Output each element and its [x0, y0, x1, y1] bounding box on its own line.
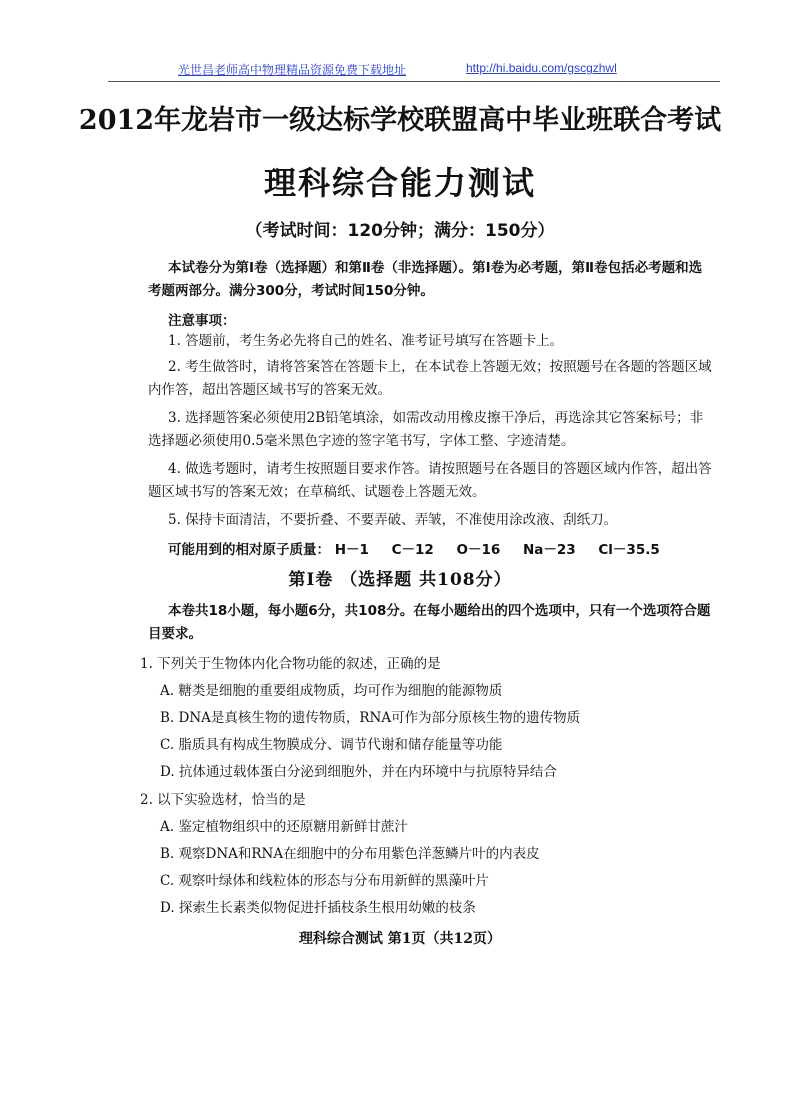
- question-option: A. 糖类是细胞的重要组成物质，均可作为细胞的能源物质: [160, 683, 503, 699]
- site-name-link[interactable]: 光世昌老师高中物理精品资源免费下载地址: [178, 63, 407, 77]
- note-item: 1. 答题前，考生务必先将自己的姓名、准考证号填写在答题卡上。: [168, 333, 564, 349]
- atomic-masses-label: 可能用到的相对原子质量：: [168, 542, 330, 558]
- atomic-mass-value: O－16: [456, 542, 501, 558]
- exam-subtitle: 理科综合能力测试: [263, 164, 536, 202]
- question-stem: 2. 以下实验选材，恰当的是: [140, 792, 306, 808]
- header-bar: [108, 61, 720, 82]
- question-option: D. 探索生长素类似物促进扦插枝条生根用幼嫩的枝条: [160, 900, 476, 916]
- exam-title: 2012年龙岩市一级达标学校联盟高中毕业班联合考试: [78, 105, 722, 136]
- question-option: A. 鉴定植物组织中的还原糖用新鲜甘蔗汁: [160, 819, 408, 835]
- note-item: 3. 选择题答案必须使用2B铅笔填涂，如需改动用橡皮擦干净后，再选涂其它答案标号；非选择题必须使用0.5毫米黑色字迹的签字笔书写，字体工整、字迹清楚。: [148, 410, 704, 449]
- question-option: C. 脂质具有构成生物膜成分、调节代谢和储存能量等功能: [160, 737, 503, 753]
- section-instruction: 本卷共18小题，每小题6分，共108分。在每小题给出的四个选项中，只有一个选项符合题目要求。: [148, 603, 711, 642]
- note-item: 2. 考生做答时，请将答案答在答题卡上，在本试卷上答题无效；按照题号在各题的答题区域内作答，超出答题区域书写的答案无效。: [148, 359, 712, 398]
- note-item: 5. 保持卡面清洁，不要折叠、不要弄破、弄皱，不准使用涂改液、刮纸刀。: [168, 512, 618, 528]
- exam-time: （考试时间：120分钟；满分：150分）: [245, 221, 555, 241]
- atomic-mass-value: Na－23: [522, 542, 576, 558]
- atomic-mass-value: C－12: [391, 542, 434, 558]
- notes-heading: 注意事项：: [168, 313, 236, 329]
- section-heading: 第Ⅰ卷 （选择题 共108分）: [288, 570, 512, 590]
- question-option: B. 观察DNA和RNA在细胞中的分布用紫色洋葱鳞片叶的内表皮: [160, 846, 540, 862]
- atomic-mass-value: Cl－35.5: [598, 542, 660, 558]
- question-option: B. DNA是真核生物的遗传物质，RNA可作为部分原核生物的遗传物质: [160, 710, 581, 726]
- note-item: 4. 做选考题时，请考生按照题目要求作答。请按照题号在各题目的答题区域内作答，超出答题区域书写的答案无效；在草稿纸、试题卷上答题无效。: [148, 461, 712, 500]
- atomic-masses: [168, 538, 660, 558]
- intro-paragraph: 本试卷分为第Ⅰ卷（选择题）和第Ⅱ卷（非选择题）。第Ⅰ卷为必考题，第Ⅱ卷包括必考题和选考题两部分。满分300分，考试时间150分钟。: [148, 260, 703, 299]
- question-stem: 1. 下列关于生物体内化合物功能的叙述，正确的是: [140, 656, 441, 672]
- page-footer: 理科综合测试 第1页（共12页）: [298, 931, 502, 947]
- site-url-link[interactable]: http://hi.baidu.com/gscgzhwl: [466, 61, 617, 75]
- atomic-mass-value: H－1: [334, 542, 369, 558]
- question-option: D. 抗体通过载体蛋白分泌到细胞外，并在内环境中与抗原特异结合: [160, 764, 557, 780]
- question-option: C. 观察叶绿体和线粒体的形态与分布用新鲜的黑藻叶片: [160, 873, 489, 889]
